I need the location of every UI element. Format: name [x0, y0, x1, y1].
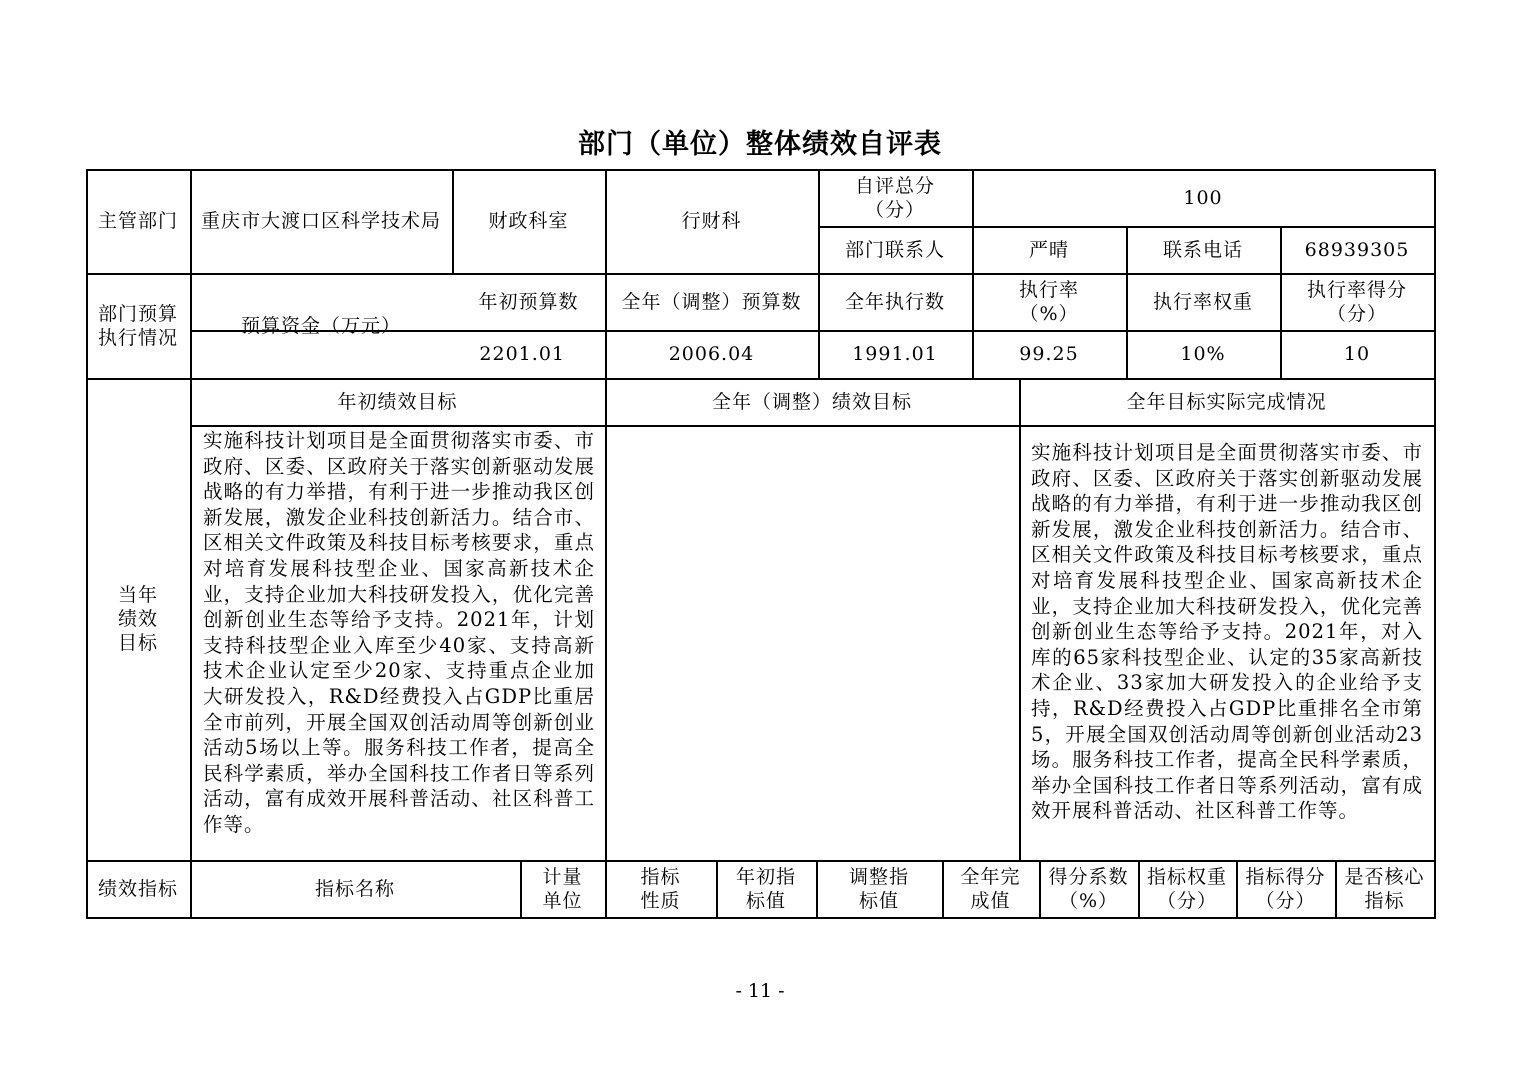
- page-title: 部门（单位）整体绩效自评表: [578, 129, 942, 160]
- self-score-value: 100: [1183, 186, 1223, 209]
- budget-header: 全年（调整）预算数: [621, 290, 802, 313]
- budget-header: 执行率得分（分）: [1306, 278, 1407, 325]
- indicator-header: 指标得分（分）: [1245, 865, 1326, 912]
- finance-office-label: 财政科室: [488, 210, 569, 232]
- dept-name: 重庆市大渡口区科学技术局: [200, 210, 441, 232]
- phone-label: 联系电话: [1162, 238, 1243, 261]
- indicator-header: 计量单位: [542, 865, 583, 912]
- budget-value: 2201.01: [479, 343, 565, 365]
- contact-label: 部门联系人: [844, 238, 945, 261]
- contact-name: 严晴: [1028, 238, 1069, 261]
- goals-header: 年初绩效目标: [337, 390, 458, 413]
- indicator-header: 指标名称: [314, 877, 395, 900]
- goals-header: 全年（调整）绩效目标: [711, 390, 912, 413]
- indicator-header: 是否核心指标: [1344, 865, 1425, 912]
- self-score-label: 自评总分（分）: [854, 174, 935, 221]
- budget-value: 10: [1343, 343, 1371, 365]
- indicator-header: 年初指标值: [735, 865, 796, 912]
- indicator-header: 得分系数（%）: [1048, 865, 1129, 912]
- goals-header: 全年目标实际完成情况: [1126, 390, 1327, 413]
- budget-header: 年初预算数: [478, 290, 579, 313]
- budget-header: 执行率权重: [1152, 290, 1253, 313]
- finance-section: 行财科: [681, 210, 742, 232]
- budget-header: 全年执行数: [844, 290, 945, 313]
- budget-value: 2006.04: [668, 343, 755, 365]
- indicator-header: 指标性质: [640, 865, 681, 912]
- indicator-header: 全年完成值: [960, 865, 1021, 912]
- budget-value: 99.25: [1019, 343, 1079, 365]
- supervising-dept-label: 主管部门: [97, 210, 178, 232]
- indicators-label: 绩效指标: [97, 877, 178, 900]
- indicator-header: 调整指标值: [848, 865, 909, 912]
- initial-goal-text: 实施科技计划项目是全面贯彻落实市委、市政府、区委、区政府关于落实创新驱动发展战略的有力举措，有利于进一步推动我区创新发展，激发企业科技创新活力。结合市、区相关文件政策及科技目标考核要求，重点对培育发展科技型企业、国家高新技术企业，支持企业加大科技研发投入，优化完善创新创业生态等给予支持。2021年，计划支持科技型企业入库至少40家、支持高新技术企业认定至少20家、支持重点企业加大研发投入，R&D经费投入占GDP比重居全市前列，开展全国双创活动周等创新创业活动5场以上等。服务科技工作者，提高全民科学素质，举办全国科技工作者日等系列活动，富有成效开展科普活动、社区科普工作等。: [203, 429, 595, 836]
- budget-funds-label: 预算资金（万元）: [240, 314, 401, 337]
- actual-completion-text: 实施科技计划项目是全面贯彻落实市委、市政府、区委、区政府关于落实创新驱动发展战略的有力举措，有利于进一步推动我区创新发展，激发企业科技创新活力。结合市、区相关文件政策及科技目标考核要求，重点对培育发展科技型企业、国家高新技术企业，支持企业加大科技研发投入，优化完善创新创业生态等给予支持。2021年，对入库的65家科技型企业、认定的35家高新技术企业、33家加大研发投入的企业给予支持，R&D经费投入占GDP比重排名全市第5，开展全国双创活动周等创新创业活动23场。服务科技工作者，提高全民科学素质，举办全国科技工作者日等系列活动，富有成效开展科普活动、社区科普工作等。: [1031, 441, 1423, 823]
- budget-value: 1991.01: [852, 343, 938, 365]
- indicator-header: 指标权重（分）: [1146, 865, 1227, 912]
- budget-header: 执行率（%）: [1018, 278, 1079, 325]
- page-number: - 11 -: [735, 980, 785, 1002]
- annual-goals-label: 当年绩效目标: [117, 584, 158, 654]
- budget-value: 10%: [1180, 343, 1226, 365]
- phone-value: 68939305: [1304, 238, 1410, 261]
- budget-execution-label: 部门预算执行情况: [97, 302, 178, 349]
